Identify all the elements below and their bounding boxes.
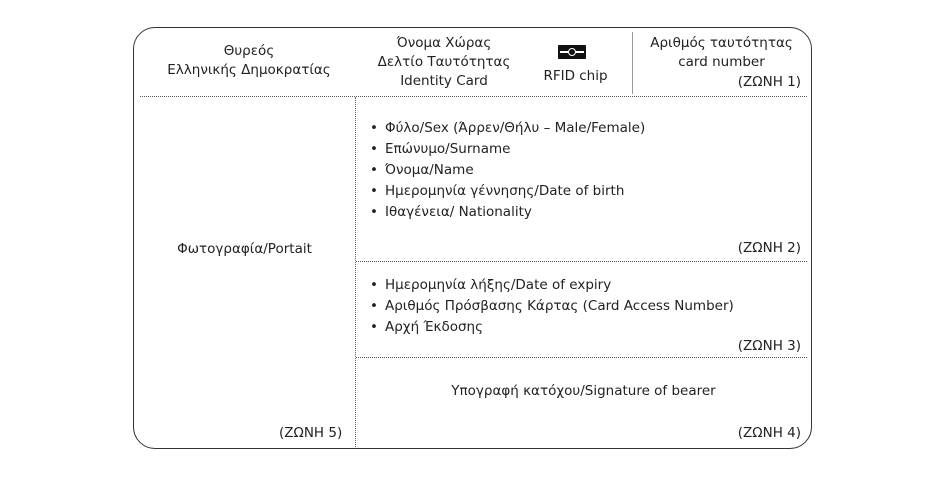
card-type-greek-line: Δελτίο Ταυτότητας — [377, 54, 511, 70]
country-card-title — [359, 34, 529, 91]
list-item: • Αρχή Έκδοσης — [370, 317, 734, 338]
portrait-label: Φωτογραφία/Portait — [177, 241, 312, 257]
card-number-greek-line: Αριθμός ταυτότητας — [650, 35, 793, 51]
zone1-separator — [632, 32, 633, 94]
list-item: • Φύλο/Sex (Άρρεν/Θήλυ – Male/Female) — [370, 118, 645, 139]
zone5-label: (ΖΩΝΗ 5) — [279, 425, 343, 441]
card-number-label — [639, 34, 804, 72]
coat-of-arms-label — [154, 42, 344, 80]
list-item: • Ιθαγένεια/ Nationality — [370, 202, 645, 223]
coat-of-arms-line-1: Θυρεός — [223, 43, 275, 59]
coat-of-arms-line-2: Ελληνικής Δημοκρατίας — [167, 62, 331, 78]
zone4-label: (ΖΩΝΗ 4) — [737, 425, 801, 441]
id-card-layout — [133, 27, 812, 449]
list-item: • Ημερομηνία λήξης/Date of expiry — [370, 275, 734, 296]
list-item: • Ημερομηνία γέννησης/Date of birth — [370, 181, 645, 202]
zone2-field-list — [370, 118, 645, 223]
rfid-chip-label: RFID chip — [543, 68, 608, 84]
card-number-english-line: card number — [678, 54, 765, 70]
zone3-divider — [356, 357, 807, 358]
zone3-label: (ΖΩΝΗ 3) — [737, 338, 801, 354]
zone1-label: (ΖΩΝΗ 1) — [737, 74, 801, 90]
card-type-english-line: Identity Card — [400, 73, 488, 89]
list-item: • Αριθμός Πρόσβασης Κάρτας (Card Access Number) — [370, 296, 734, 317]
zone3-field-list — [370, 275, 734, 338]
signature-label: Υπογραφή κατόχου/Signature of bearer — [451, 383, 716, 399]
list-item: • Όνομα/Name — [370, 160, 645, 181]
zone2-divider — [356, 261, 807, 262]
list-item: • Επώνυμο/Surname — [370, 139, 645, 160]
country-name-line: Όνομα Χώρας — [396, 35, 492, 51]
rfid-chip-icon — [558, 45, 586, 59]
zone1-divider — [140, 96, 807, 97]
zone2-label: (ΖΩΝΗ 2) — [737, 240, 801, 256]
